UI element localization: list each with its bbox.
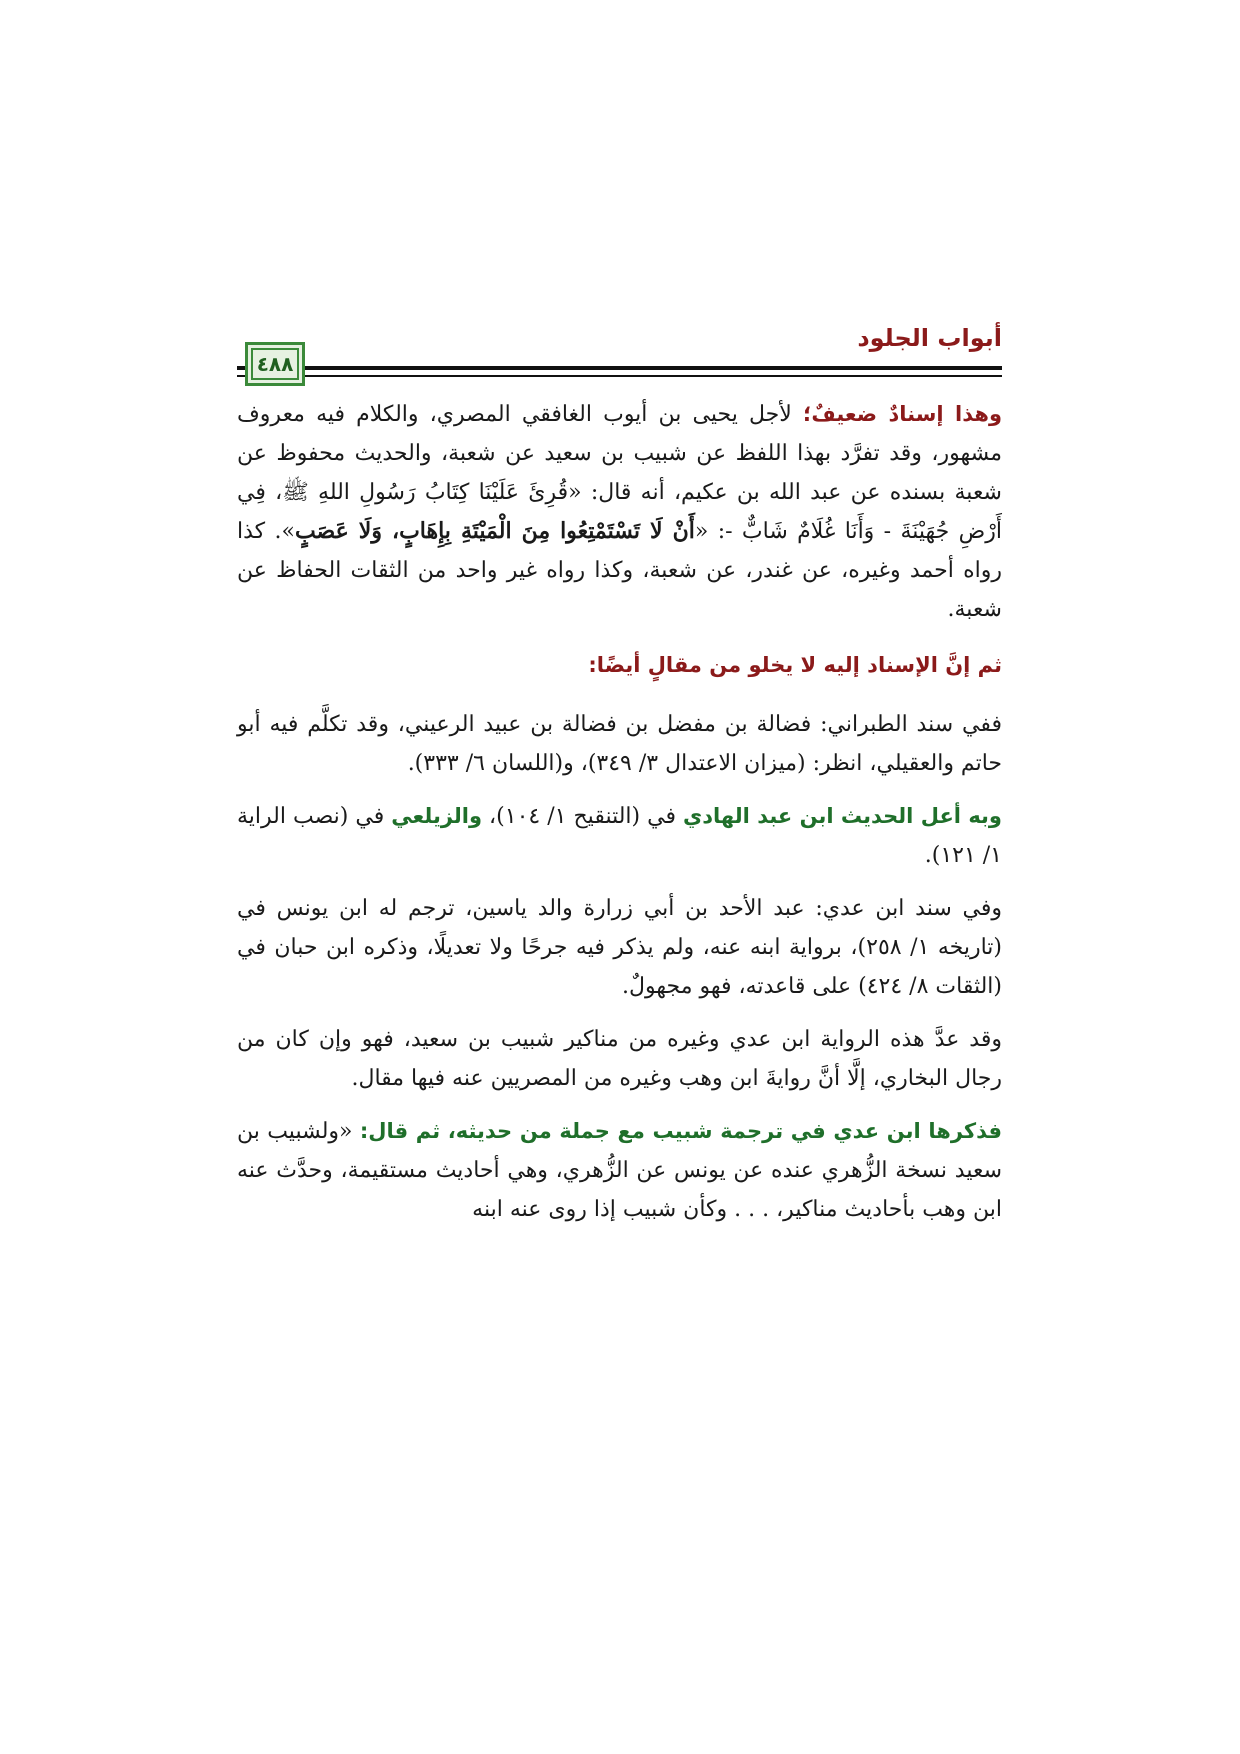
page-number: ٤٨٨	[256, 352, 294, 376]
paragraph-5: وقد عدَّ هذه الرواية ابن عدي وغيره من مناكير شبيب بن سعيد، فهو وإن كان من رجال البخاري، إلَّا أنَّ روايةَ ابن وهب وغيره من المصريين عنه فيها مقال.	[237, 1027, 1002, 1091]
section-subheading: ثم إنَّ الإسناد إليه لا يخلو من مقالٍ أيضًا:	[588, 653, 1002, 677]
para3-mid: في (التنقيح ١/ ١٠٤)،	[482, 804, 684, 829]
hadith-quote: أَنْ لَا تَسْتَمْتِعُوا مِنَ الْمَيْتَةِ بِإِهَابٍ، وَلَا عَصَبٍ	[294, 518, 695, 544]
header-rule-thin	[237, 375, 1002, 377]
para1-lead: وهذا إسنادٌ ضعيفٌ؛	[802, 402, 1002, 426]
chapter-title: أبواب الجلود	[857, 324, 1002, 352]
para1-tail: ». كذا رواه أحمد وغيره، عن غندر، عن شعبة، وكذا رواه غير واحد من الثقات الحفاظ عن شعبة.	[237, 519, 1002, 622]
page-number-badge	[245, 342, 305, 386]
para6-lead: فذكرها ابن عدي في ترجمة شبيب مع جملة من حديثه، ثم قال:	[359, 1119, 1002, 1143]
para1-text: لأجل يحيى بن أيوب الغافقي المصري، والكلام فيه معروف مشهور، وقد تفرَّد بهذا اللفظ عن شبيب بن سعيد عن شعبة، والحديث محفوظ عن شعبة بسنده عن عبد الله بن عكيم، أنه قال: «قُرِئَ عَلَيْنَا كِتَابُ رَسُولِ اللهِ ﷺ، فِي أَرْضِ جُهَيْنَةَ - وَأَنَا غُلَامٌ شَابٌّ -: «	[237, 402, 1002, 544]
header-rule-thick	[237, 366, 1002, 370]
page-header	[237, 318, 1002, 398]
para3-lead2: والزيلعي	[391, 804, 483, 828]
page-body	[237, 395, 1002, 1243]
para6-text: «ولشبيب بن سعيد نسخة الزُّهري عنده عن يونس عن الزُّهري، وهي أحاديث مستقيمة، وحدَّث عنه ابن وهب بأحاديث مناكير، . . . وكأن شبيب إذا روى عنه ابنه	[237, 1119, 1002, 1222]
paragraph-3	[237, 797, 1002, 875]
paragraph-1	[237, 395, 1002, 629]
paragraph-4: وفي سند ابن عدي: عبد الأحد بن أبي زرارة والد ياسين، ترجم له ابن يونس في (تاريخه ١/ ٢٥٨)، برواية ابنه عنه، ولم يذكر فيه جرحًا ولا تعديلًا، وذكره ابن حبان في (الثقات ٨/ ٤٢٤) على قاعدته، فهو مجهولٌ.	[237, 896, 1003, 999]
paragraph-2: ففي سند الطبراني: فضالة بن مفضل بن فضالة بن عبيد الرعيني، وقد تكلَّم فيه أبو حاتم والعقيلي، انظر: (ميزان الاعتدال ٣/ ٣٤٩)، و(اللسان ٦/ ٣٣٣).	[237, 712, 1002, 776]
para3-lead: وبه أعل الحديث ابن عبد الهادي	[683, 804, 1002, 828]
para3-tail: في (نصب الراية ١/ ١٢١).	[237, 804, 1002, 868]
paragraph-6	[237, 1112, 1002, 1229]
